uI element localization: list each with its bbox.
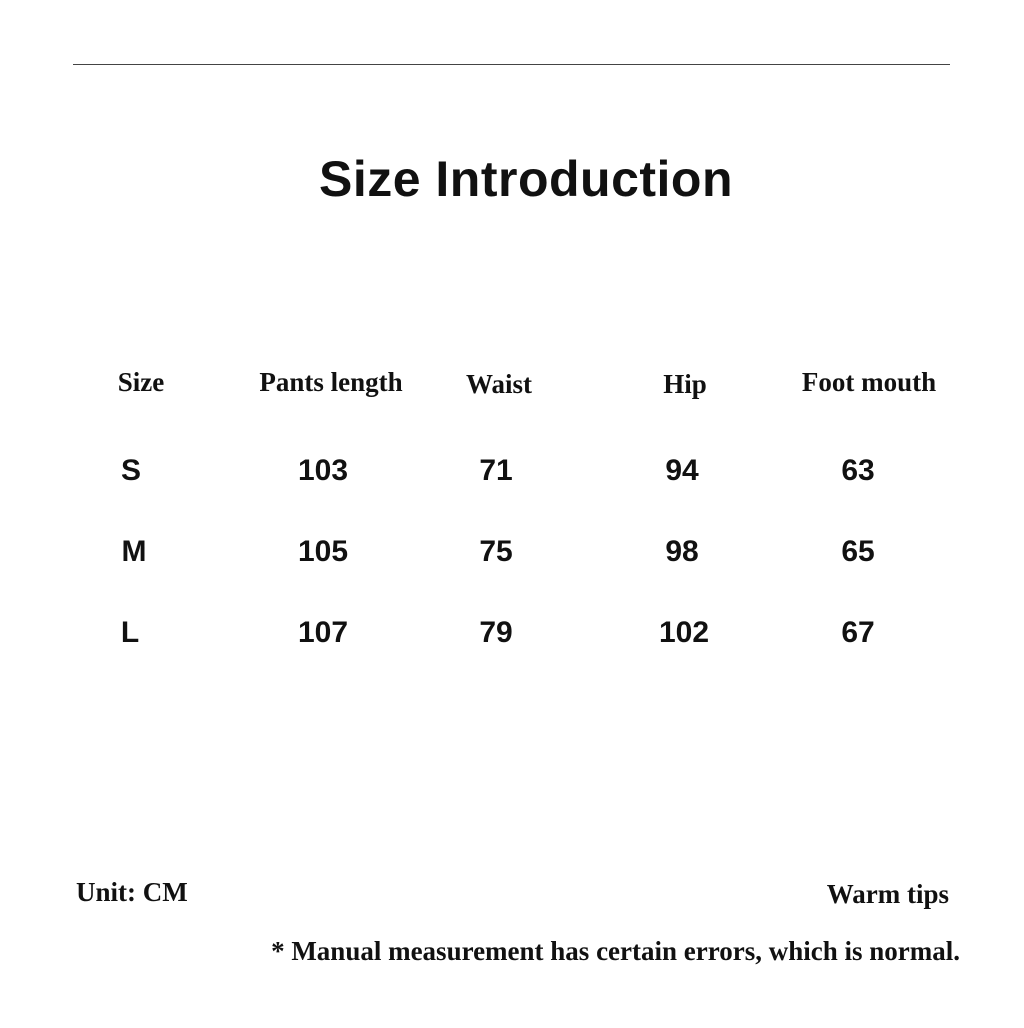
warm-tips-title: Warm tips — [826, 879, 949, 909]
row-l-waist: 79 — [479, 616, 513, 649]
row-m-foot-mouth: 65 — [841, 535, 875, 568]
header-foot-mouth: Foot mouth — [801, 367, 937, 397]
row-s-waist: 71 — [479, 454, 513, 487]
row-l-pants-length: 107 — [297, 616, 349, 649]
row-m-size: M — [121, 535, 147, 568]
header-pants-length: Pants length — [259, 367, 403, 397]
row-s-pants-length: 103 — [297, 454, 349, 487]
top-divider — [73, 64, 950, 65]
row-s-foot-mouth: 63 — [841, 454, 875, 487]
header-size: Size — [117, 367, 165, 397]
row-s-size: S — [120, 454, 142, 487]
row-l-size: L — [120, 616, 140, 649]
header-hip: Hip — [663, 369, 707, 399]
row-m-waist: 75 — [479, 535, 513, 568]
row-l-foot-mouth: 67 — [841, 616, 875, 649]
row-l-hip: 102 — [658, 616, 710, 649]
row-m-hip: 98 — [665, 535, 699, 568]
warm-tips-note: * Manual measurement has certain errors, which is normal. — [271, 936, 960, 966]
row-s-hip: 94 — [665, 454, 699, 487]
header-waist: Waist — [465, 369, 533, 399]
row-m-pants-length: 105 — [297, 535, 349, 568]
page-title: Size Introduction — [318, 151, 734, 207]
unit-label: Unit: CM — [76, 877, 188, 907]
